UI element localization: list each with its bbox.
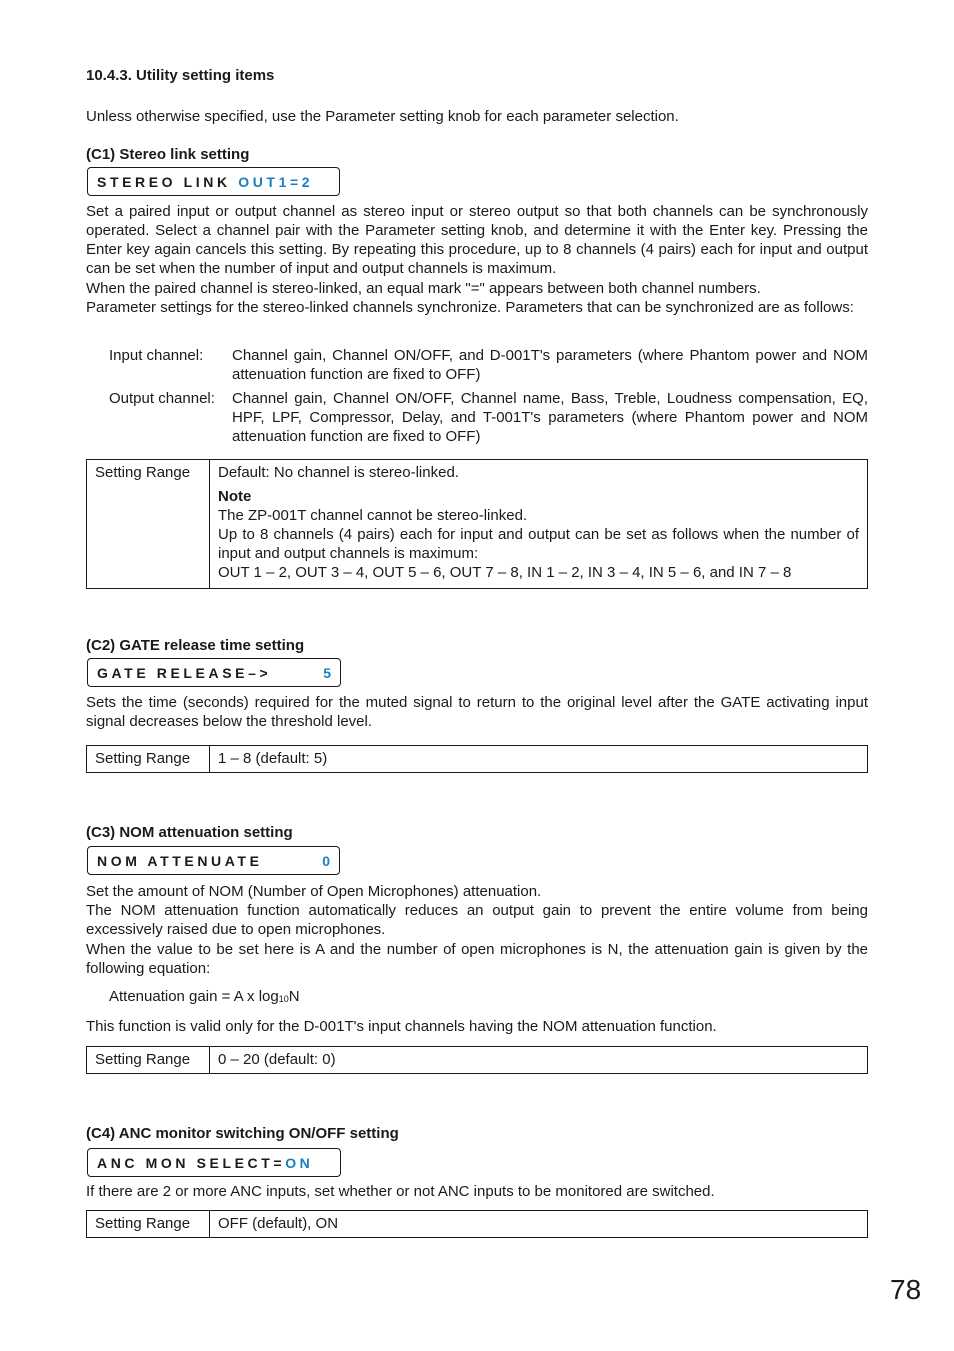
c2-lcd-label: GATE RELEASE–>	[97, 665, 272, 681]
c1-def-output-term: Output channel:	[109, 390, 215, 407]
c2-body: Sets the time (seconds) required for the muted signal to return to the original level after the GATE activating input signal decreases below the threshold level.	[86, 694, 868, 730]
c2-setting-range-table	[86, 745, 868, 773]
c1-body-1: Set a paired input or output channel as stereo input or stereo output so that both channels can be synchronously operated. Select a channel pair with the Parameter setting knob, and determine it with the Enter key. Pressing the Enter key again cancels this setting. By repeating this procedure, up to 8 channels (4 pairs) each for input and output can be set when the number of input and output channels is maximum.	[86, 203, 868, 277]
c1-range-cell	[210, 460, 868, 589]
c1-note-line-3: OUT 1 – 2, OUT 3 – 4, OUT 5 – 6, OUT 7 – 8, IN 1 – 2, IN 3 – 4, IN 5 – 6, and IN 7 – 8	[218, 564, 792, 581]
c1-range-default: Default: No channel is stereo-linked.	[218, 464, 459, 481]
c3-body-4: This function is valid only for the D-001T's input channels having the NOM attenuation function.	[86, 1018, 717, 1035]
c4-lcd-label: ANC MON SELECT=	[97, 1155, 286, 1171]
c2-range-value: 1 – 8 (default: 5)	[210, 746, 868, 773]
c3-equation-sub: 10	[278, 994, 289, 1004]
c2-lcd-display	[87, 658, 341, 687]
c3-body-2: The NOM attenuation function automatically reduces an output gain to prevent the entire volume from being excessively raised due to open microphones.	[86, 902, 868, 938]
c1-setting-range-table	[86, 459, 868, 589]
c4-setting-range-table	[86, 1210, 868, 1238]
c3-range-label: Setting Range	[87, 1047, 210, 1074]
c3-heading: (C3) NOM attenuation setting	[86, 824, 293, 841]
c3-body-3: When the value to be set here is A and the number of open microphones is N, the attenuation gain is given by the following equation:	[86, 941, 868, 977]
c1-def-input-desc: Channel gain, Channel ON/OFF, and D-001T's parameters (where Phantom power and NOM attenuation function are fixed to OFF)	[232, 347, 868, 383]
c1-lcd-value: OUT1=2	[238, 174, 314, 190]
c2-range-label: Setting Range	[87, 746, 210, 773]
c1-note-heading: Note	[218, 488, 252, 505]
c3-range-value: 0 – 20 (default: 0)	[210, 1047, 868, 1074]
c1-note-line-2: Up to 8 channels (4 pairs) each for input and output can be set as follows when the number of input and output channels is maximum:	[218, 526, 859, 562]
c4-lcd-value: ON	[285, 1155, 314, 1171]
page-number: 78	[890, 1274, 922, 1305]
c4-range-label: Setting Range	[87, 1211, 210, 1238]
c3-equation	[109, 987, 300, 1006]
c1-body-3: Parameter settings for the stereo-linked channels synchronize. Parameters that can be synchronized are as follows:	[86, 299, 854, 316]
c4-body: If there are 2 or more ANC inputs, set whether or not ANC inputs to be monitored are switched.	[86, 1183, 715, 1200]
intro-text: Unless otherwise specified, use the Parameter setting knob for each parameter selection.	[86, 108, 679, 125]
c3-equation-suffix: N	[288, 988, 300, 1005]
c1-heading: (C1) Stereo link setting	[86, 146, 250, 163]
c3-lcd-label: NOM ATTENUATE	[97, 853, 263, 869]
c3-setting-range-table	[86, 1046, 868, 1074]
c1-note-line-1: The ZP-001T channel cannot be stereo-linked.	[218, 507, 528, 524]
c4-heading: (C4) ANC monitor switching ON/OFF setting	[86, 1125, 399, 1142]
c1-def-output-desc: Channel gain, Channel ON/OFF, Channel name, Bass, Treble, Loudness compensation, EQ, HPF, LPF, Compressor, Delay, and T-001T's parameters (where Phantom power and NOM attenuation function are fixed to OFF)	[232, 390, 868, 445]
c1-body-2: When the paired channel is stereo-linked, an equal mark "=" appears between both channel numbers.	[86, 280, 761, 297]
c1-lcd-display	[87, 167, 340, 196]
c4-range-value: OFF (default), ON	[210, 1211, 868, 1238]
c3-equation-prefix: Attenuation gain = A x log	[109, 988, 279, 1005]
c3-body-1: Set the amount of NOM (Number of Open Microphones) attenuation.	[86, 883, 542, 900]
c1-lcd-label: STEREO LINK	[97, 174, 239, 190]
c2-lcd-value: 5	[323, 665, 331, 681]
c1-range-label: Setting Range	[87, 460, 210, 589]
c2-heading: (C2) GATE release time setting	[86, 637, 305, 654]
c1-def-input-term: Input channel:	[109, 347, 204, 364]
c3-lcd-display	[87, 846, 340, 875]
c3-lcd-value: 0	[322, 853, 330, 869]
section-title: 10.4.3. Utility setting items	[86, 67, 275, 84]
c4-lcd-display	[87, 1148, 341, 1177]
